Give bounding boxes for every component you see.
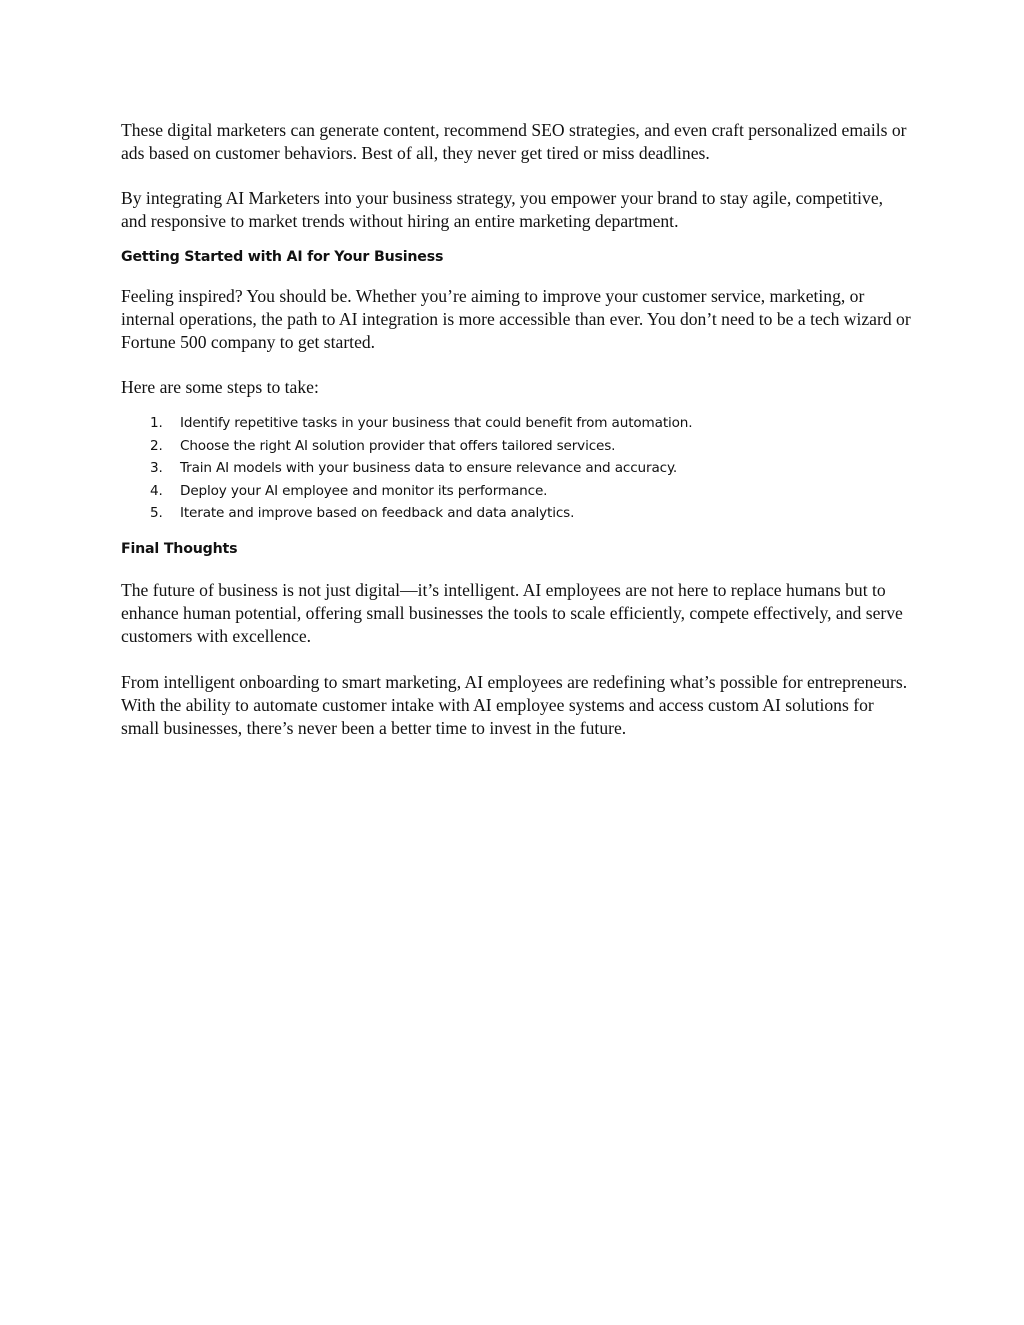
list-item bbox=[121, 457, 911, 480]
paragraph-spacer bbox=[121, 648, 911, 671]
paragraph-spacer bbox=[121, 354, 911, 376]
list-item-number: 2. bbox=[150, 437, 163, 454]
paragraph-ai-marketers-capabilities: These digital marketers can generate content, recommend SEO strategies, and even craft personalized emails or ads based on customer behaviors. Best of all, they never get tired or miss deadlines. bbox=[121, 120, 907, 163]
list-item bbox=[121, 435, 911, 458]
paragraph-spacer bbox=[121, 525, 911, 539]
paragraph-intelligent-onboarding: From intelligent onboarding to smart marketing, AI employees are redefining what’s possible for entrepreneurs. With the ability to automate customer intake with AI employee systems and access custom AI solutions for small businesses, there’s never been a better time to invest in the future. bbox=[121, 671, 908, 738]
paragraph-future-of-business: The future of business is not just digital—it’s intelligent. AI employees are not here to replace humans but to enhance human potential, offering small businesses the tools to scale efficiently, compete effectively, and serve customers with excellence. bbox=[121, 579, 903, 646]
paragraph-feeling-inspired: Feeling inspired? You should be. Whether you’re aiming to improve your customer service, marketing, or internal operations, the path to AI integration is more accessible than ever. You don’t need to be a tech wizard or Fortune 500 company to get started. bbox=[121, 286, 911, 352]
list-item-text: Choose the right AI solution provider that offers tailored services. bbox=[180, 437, 616, 454]
list-item-text: Identify repetitive tasks in your business that could benefit from automation. bbox=[180, 415, 693, 431]
list-item-number: 3. bbox=[150, 460, 163, 477]
document-body bbox=[121, 119, 911, 740]
paragraph-steps-intro: Here are some steps to take: bbox=[121, 377, 319, 397]
list-item-text: Deploy your AI employee and monitor its performance. bbox=[180, 482, 548, 499]
paragraph-ai-marketers-integration: By integrating AI Marketers into your business strategy, you empower your brand to stay agile, competitive, and responsive to market trends without hiring an entire marketing department. bbox=[121, 188, 884, 231]
list-item bbox=[121, 502, 911, 525]
paragraph-spacer bbox=[121, 233, 911, 247]
paragraph-spacer bbox=[121, 399, 911, 412]
heading-getting-started: Getting Started with AI for Your Business bbox=[121, 249, 444, 265]
paragraph-spacer bbox=[121, 267, 911, 285]
paragraph-spacer bbox=[121, 165, 911, 187]
list-item-text: Train AI models with your business data to ensure relevance and accuracy. bbox=[180, 460, 678, 477]
list-item bbox=[121, 480, 911, 503]
paragraph-spacer bbox=[121, 559, 911, 579]
list-item bbox=[121, 412, 911, 435]
heading-final-thoughts: Final Thoughts bbox=[121, 540, 238, 557]
list-item-number: 1. bbox=[150, 415, 163, 431]
list-item-text: Iterate and improve based on feedback and data analytics. bbox=[180, 505, 575, 522]
steps-list bbox=[121, 412, 911, 525]
list-item-number: 5. bbox=[150, 505, 163, 522]
list-item-number: 4. bbox=[150, 482, 163, 499]
